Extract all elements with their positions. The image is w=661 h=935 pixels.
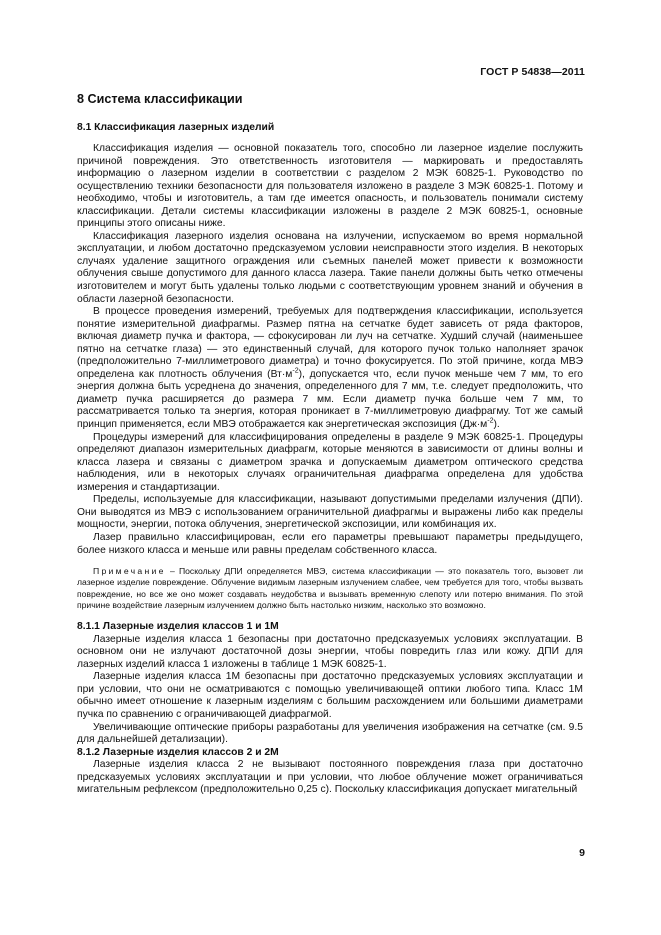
note: [77, 566, 583, 611]
section-title: 8 Система классификации: [77, 92, 243, 106]
paragraph: Лазерные изделия класса 2 не вызывают постоянного повреждения глаза при достаточно предсказуемых условиях эксплуатации и при условии, что любое облучение может ограничиваться мигательным рефлексом (предположительно 0,25 с). Поскольку классификация допускает мигательный: [77, 759, 583, 796]
paragraph: Классификация изделия — основной показатель того, способно ли лазерное изделие послужить причиной повреждения. Это ответственность изготовителя — маркировать и предоставлять информацию о лазерном изделии в соответствии с разделом 2 МЭК 60825-1. Руководство по осуществлению техники безопасности для пользователя изложено в разделе 3 МЭК 60825-1. Потому и необходимо, чтобы и изготовитель, а там где имеется опасность, и пользователь понимали систему классификации. Детали системы классификации изложены в разделе 2 МЭК 60825-1, основные принципы этого описаны ниже.: [77, 143, 583, 230]
paragraph: Лазер правильно классифицирован, если его параметры превышают параметры предыдущего, более низкого класса и меньше или равны пределам собственного класса.: [77, 531, 583, 556]
paragraph: Процедуры измерений для классифицирования определены в разделе 9 МЭК 60825-1. Процедуры определяют диапазон измерительных диафрагм, которые меняются в зависимости от длины волны и класса лазера и связаны с диаметром зрачка и допускаемым диаметром оптического средства наблюдения, или в некоторых случаях ограничительная диафрагма определена для удобства измерения и стандартизации.: [77, 431, 583, 493]
subsection-title: 8.1 Классификация лазерных изделий: [77, 122, 275, 133]
note-text: – Поскольку ДПИ определяется МВЭ, система классификации — это показатель того, вызовет ли лазерное изделие повреждение. Облучение видимым лазерным излучением слабее, чем требуется для того, чтобы вызвать повреждение, но все же оно может создавать неудобства и вызывать временную слепоту или потерю внимания. По этой причине воздействие лазерным излучением должно быть настолько низким, насколько это возможно.: [77, 566, 583, 610]
paragraph: Классификация лазерного изделия основана на излучении, испускаемом во время нормальной эксплуатации, и любом достаточно предсказуемом условии неисправности этого изделия. В некоторых случаях удаление защитного ограждения или съемных панелей может привести к возможности облучения свыше допустимого для данного класса лазера. Такие панели должны быть четко отмечены изготовителем и могут быть удалены только людьми с соответствующим уровнем знаний и обучения в области лазерной безопасности.: [77, 230, 583, 305]
superscript: -2: [487, 417, 494, 425]
paragraph: Лазерные изделия класса 1М безопасны при достаточно предсказуемых условиях эксплуатации и при условии, что они не осматриваются с помощью увеличивающей оптики любого типа. Класс 1М обычно имеет отношение к лазерным изделиям с большим расхождением или большими диаметрами пучка по сравнению с ограничивающей диафрагмой.: [77, 671, 583, 721]
paragraph: Пределы, используемые для классификации, называют допустимыми пределами излучения (ДПИ). Они выводятся из МВЭ с использованием ограничительной диафрагмы и выражены либо как пределы мощности, энергии, потока облучения, энергетической экспозиции, или комбинация их.: [77, 494, 583, 531]
paragraph: Увеличивающие оптические приборы разработаны для увеличения изображения на сетчатке (см. 9.5 для дальнейшей детализации).: [77, 721, 583, 746]
paragraph-measurement: [77, 306, 583, 431]
page-number: 9: [579, 847, 585, 859]
paragraph: Лазерные изделия класса 1 безопасны при достаточно предсказуемых условиях эксплуатации. В основном они не излучают достаточной дозы энергии, чтобы повредить глаз или кожу. ДПИ для лазерных изделий класса 1 изложены в таблице 1 МЭК 60825-1.: [77, 633, 583, 670]
paragraph-text: В процессе проведения измерений, требуемых для подтверждения классификации, используется понятие измерительной диафрагмы. Размер пятна на сетчатке будет зависеть от ряда факторов, включая диаметр пучка и фактора, — сфокусирован ли луч на сетчатке. Худший случай (наименьшее пятно на сетчатке глаза) — это единственный случай, для которого пучок только наполняет зрачок (предположительно 7-миллиметрового диаметра) и точно фокусируется. По этой причине, когда МВЭ определена как плотность облучения (Вт·м: [77, 306, 583, 380]
page-content: [77, 92, 583, 797]
document-id-header: ГОСТ Р 54838—2011: [480, 66, 585, 78]
paragraph-text: ), допускается что, если пучок меньше чем 7 мм, то его энергия должна быть усреднена до значения, определенного для 7 мм, т.е. следует предположить, что диаметр пучка расширяется до размера 7 мм. Если диаметр пучка больше чем 7 мм, то рассматривается только та энергия, которая проникает в 7-миллиметровую диафрагму. Тот же самый принцип применяется, если МВЭ отображается как энергетическая экспозиция (Дж·м: [77, 368, 584, 431]
clause-8-1-2-title: 8.1.2 Лазерные изделия классов 2 и 2М: [77, 746, 279, 758]
clause-8-1-1-title: 8.1.1 Лазерные изделия классов 1 и 1М: [77, 621, 279, 633]
note-label: Примечание: [93, 566, 166, 577]
superscript: -2: [292, 367, 299, 375]
paragraph-text: ).: [493, 419, 500, 431]
